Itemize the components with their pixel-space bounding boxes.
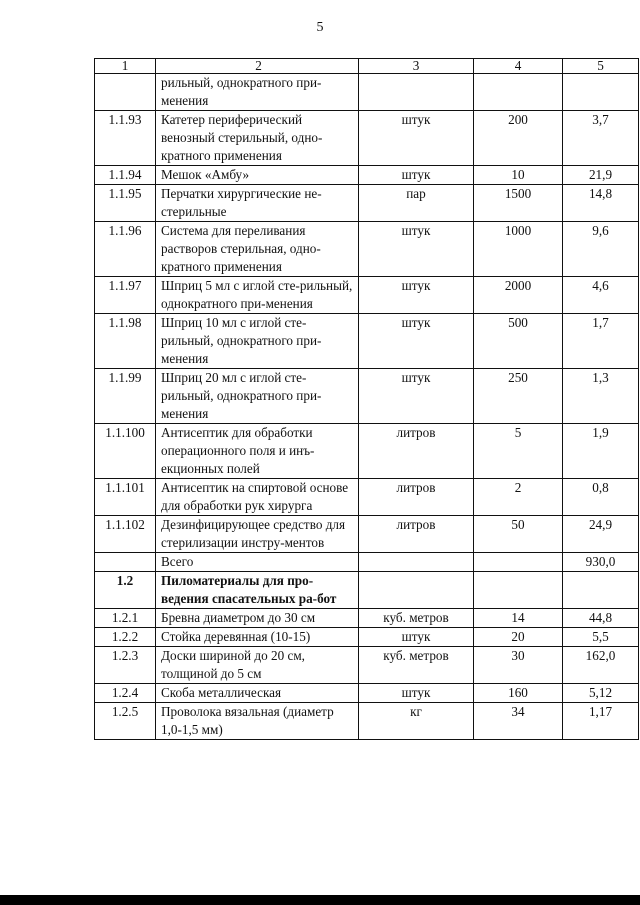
materials-table	[94, 58, 639, 740]
row-number-cell: 1.2.1	[95, 609, 156, 628]
row-name-cell: Стойка деревянная (10-15)	[156, 628, 359, 647]
row-name-cell: Доски шириной до 20 см, толщиной до 5 см	[156, 647, 359, 684]
row-number-cell	[95, 74, 156, 111]
row-unit-cell: литров	[359, 424, 474, 479]
table-row	[95, 572, 639, 609]
table-row	[95, 314, 639, 369]
row-number-cell: 1.1.96	[95, 222, 156, 277]
page-number: 5	[316, 20, 324, 35]
column-header: 3	[359, 59, 474, 74]
row-unit-cell: штук	[359, 684, 474, 703]
row-quantity-cell: 20	[474, 628, 563, 647]
row-unit-cell: куб. метров	[359, 609, 474, 628]
row-unit-cell: штук	[359, 166, 474, 185]
row-sum-cell: 14,8	[563, 185, 639, 222]
row-name-cell: Пиломатериалы для про-ведения спасательных ра-бот	[156, 572, 359, 609]
column-header: 2	[156, 59, 359, 74]
row-number-cell: 1.2.2	[95, 628, 156, 647]
row-number-cell	[95, 553, 156, 572]
row-quantity-cell: 30	[474, 647, 563, 684]
row-name-cell: рильный, однократного при-менения	[156, 74, 359, 111]
row-name-cell: Дезинфицирующее средство для стерилизации инстру-ментов	[156, 516, 359, 553]
row-unit-cell	[359, 553, 474, 572]
row-number-cell: 1.1.101	[95, 479, 156, 516]
row-name-cell: Проволока вязальная (диаметр 1,0-1,5 мм)	[156, 703, 359, 740]
row-number-cell: 1.2.5	[95, 703, 156, 740]
row-number-cell: 1.1.98	[95, 314, 156, 369]
row-quantity-cell: 34	[474, 703, 563, 740]
row-quantity-cell: 2000	[474, 277, 563, 314]
table-header-row	[95, 59, 639, 74]
table-row	[95, 684, 639, 703]
row-unit-cell	[359, 74, 474, 111]
row-sum-cell: 24,9	[563, 516, 639, 553]
row-quantity-cell	[474, 572, 563, 609]
row-sum-cell: 0,8	[563, 479, 639, 516]
row-number-cell: 1.1.102	[95, 516, 156, 553]
table-row	[95, 166, 639, 185]
row-unit-cell: пар	[359, 185, 474, 222]
row-quantity-cell: 10	[474, 166, 563, 185]
row-name-cell: Скоба металлическая	[156, 684, 359, 703]
table-row	[95, 628, 639, 647]
row-unit-cell: литров	[359, 516, 474, 553]
row-unit-cell: куб. метров	[359, 647, 474, 684]
column-header: 1	[95, 59, 156, 74]
row-number-cell: 1.1.95	[95, 185, 156, 222]
table-row	[95, 111, 639, 166]
row-sum-cell: 3,7	[563, 111, 639, 166]
row-number-cell: 1.1.97	[95, 277, 156, 314]
row-sum-cell: 5,12	[563, 684, 639, 703]
column-header: 4	[474, 59, 563, 74]
row-unit-cell: штук	[359, 314, 474, 369]
row-number-cell: 1.1.94	[95, 166, 156, 185]
row-name-cell: Бревна диаметром до 30 см	[156, 609, 359, 628]
table-row	[95, 647, 639, 684]
row-unit-cell: штук	[359, 222, 474, 277]
row-unit-cell: штук	[359, 277, 474, 314]
row-sum-cell: 44,8	[563, 609, 639, 628]
row-name-cell: Катетер периферический венозный стерильный, одно-кратного применения	[156, 111, 359, 166]
row-unit-cell: кг	[359, 703, 474, 740]
table-row	[95, 424, 639, 479]
row-unit-cell: литров	[359, 479, 474, 516]
row-quantity-cell	[474, 553, 563, 572]
row-name-cell: Шприц 10 мл с иглой сте-рильный, однократного при-менения	[156, 314, 359, 369]
row-name-cell: Мешок «Амбу»	[156, 166, 359, 185]
table-row	[95, 479, 639, 516]
row-sum-cell: 1,3	[563, 369, 639, 424]
row-sum-cell	[563, 572, 639, 609]
row-quantity-cell: 250	[474, 369, 563, 424]
table-row	[95, 703, 639, 740]
table-row	[95, 553, 639, 572]
row-name-cell: Антисептик для обработки операционного поля и инъ-екционных полей	[156, 424, 359, 479]
row-sum-cell: 1,7	[563, 314, 639, 369]
row-unit-cell: штук	[359, 111, 474, 166]
row-number-cell: 1.1.100	[95, 424, 156, 479]
row-name-cell: Антисептик на спиртовой основе для обработки рук хирурга	[156, 479, 359, 516]
row-number-cell: 1.1.99	[95, 369, 156, 424]
row-sum-cell: 1,9	[563, 424, 639, 479]
table-row	[95, 369, 639, 424]
row-sum-cell: 9,6	[563, 222, 639, 277]
row-quantity-cell: 2	[474, 479, 563, 516]
row-name-cell: Система для переливания растворов стерильная, одно-кратного применения	[156, 222, 359, 277]
row-sum-cell: 1,17	[563, 703, 639, 740]
row-number-cell: 1.2.3	[95, 647, 156, 684]
row-number-cell: 1.1.93	[95, 111, 156, 166]
table-row	[95, 516, 639, 553]
row-quantity-cell: 1000	[474, 222, 563, 277]
row-unit-cell: штук	[359, 369, 474, 424]
row-quantity-cell: 200	[474, 111, 563, 166]
row-sum-cell	[563, 74, 639, 111]
row-quantity-cell: 14	[474, 609, 563, 628]
row-sum-cell: 4,6	[563, 277, 639, 314]
row-number-cell: 1.2.4	[95, 684, 156, 703]
table-row	[95, 222, 639, 277]
row-sum-cell: 930,0	[563, 553, 639, 572]
table-row	[95, 74, 639, 111]
row-sum-cell: 5,5	[563, 628, 639, 647]
row-name-cell: Шприц 20 мл с иглой сте-рильный, однократного при-менения	[156, 369, 359, 424]
row-quantity-cell: 160	[474, 684, 563, 703]
row-name-cell: Перчатки хирургические не-стерильные	[156, 185, 359, 222]
column-header: 5	[563, 59, 639, 74]
row-quantity-cell: 50	[474, 516, 563, 553]
scan-bottom-edge	[0, 895, 640, 905]
row-name-cell: Всего	[156, 553, 359, 572]
row-quantity-cell: 1500	[474, 185, 563, 222]
table-row	[95, 185, 639, 222]
table-row	[95, 277, 639, 314]
row-quantity-cell: 500	[474, 314, 563, 369]
table-row	[95, 609, 639, 628]
row-unit-cell: штук	[359, 628, 474, 647]
row-sum-cell: 21,9	[563, 166, 639, 185]
row-number-cell: 1.2	[95, 572, 156, 609]
row-sum-cell: 162,0	[563, 647, 639, 684]
row-unit-cell	[359, 572, 474, 609]
row-quantity-cell	[474, 74, 563, 111]
row-name-cell: Шприц 5 мл с иглой сте-рильный, однократного при-менения	[156, 277, 359, 314]
row-quantity-cell: 5	[474, 424, 563, 479]
